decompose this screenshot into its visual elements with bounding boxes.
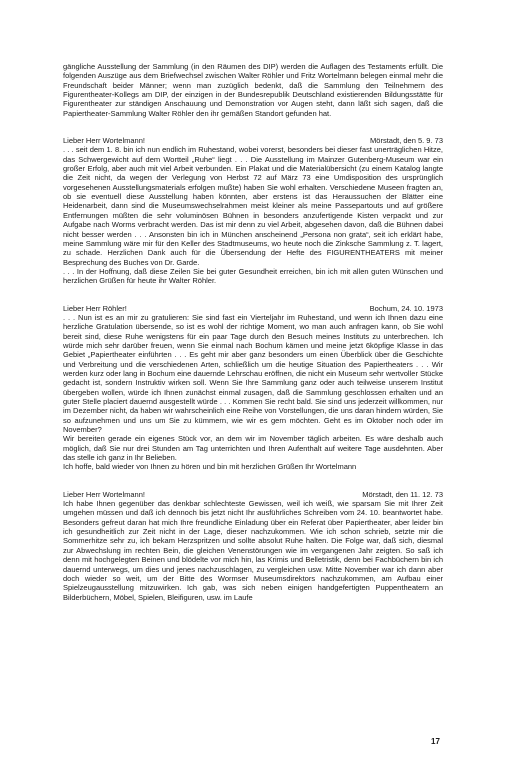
letter xyxy=(63,304,443,472)
letter-paragraph: . . . In der Hoffnung, daß diese Zeilen Sie bei guter Gesundheit erreichen, bin ich mit allen guten Wünschen und herzlichen Grüßen für heute ihr Walter Röhler. xyxy=(63,266,443,286)
letter-paragraph: . . . Nun ist es an mir zu gratulieren: Sie sind fast ein Vierteljahr im Ruhestand, und wenn ich Ihnen dazu eine herzliche Gratulation übersende, so ist es wohl der richtige Moment, wo man auch anfragen kann, ob Sie wohl bereit sind, diese Ruhe wenigstens für ein paar Tage durch den Besuch meines Instituts zu unterbrechen. Ich würde mich sehr darüber freuen, wenn Sie einmal nach Bochum kämen und meine jetzt 6köpfige Klasse in das Gebiet „Papiertheater einführten . . . Es geht mir aber ganz besonders um einen Überblick über die Geschichte und Verbreitung und die verschiedenen Arten, schließlich um die heutige Situation des Papiertheaters . . . Wir werden kurz oder lang in Bochum eine dauernde Lehrschau eröffnen, die nicht ein Museum sehr wertvoller Stücke gedacht ist, sondern Instruktiv wirken soll. Wenn Sie Ihre Sammlung ganz oder auch teilweise unserem Institut übergeben wollen, würde ich Ihnen zunächst einmal zusagen, daß die Sammlung geschlossen erhalten und an guter Stelle placiert dauernd ausgestellt würde . . . Kommen Sie recht bald. Sie sind uns jederzeit willkommen, nur im Dezember nicht, da haben wir wahrscheinlich eine Reihe von Vorstellungen, die uns daran hindern würden, Sie so aufzunehmen und uns um Sie zu kümmern, wie wir es gern möchten. Geht es im Oktober noch oder im November? xyxy=(63,312,443,435)
place-date: Mörstadt, den 11. 12. 73 xyxy=(362,489,443,499)
letter-paragraph: Wir bereiten gerade ein eigenes Stück vor, an dem wir im November täglich arbeiten. Es wäre deshalb auch möglich, daß Sie nur drei Stunden am Tag unterrichten und Ihren Aufenthalt auf weitere Tage ausdehnten. Aber das stelle ich ganz in Ihr Belieben. xyxy=(63,434,443,463)
letter-paragraph: Ich habe Ihnen gegenüber das denkbar schlechteste Gewissen, weil ich weiß, wie sparsam Sie mit Ihrer Zeit umgehen müssen und daß ich dennoch bis jetzt nicht Ihr ausführliches Schreiben vom 24. 10. beantwortet habe. Besonders gefreut daran hat mich Ihre freundliche Einladung über ein Referat über Papiertheater, aber leider bin ich gesundheitlich zur Zeit nicht in der Lage, dieser nachzukommen. Wie ich schon schrieb, setzte mir die Sommerhitze sehr zu, ich bekam Herzspritzen und sollte absolut Ruhe halten. Die Folge war, daß sich, diesmal zur Abwechslung im rechten Bein, die gleichen Venenstörungen wie im vergangenen Jahr zeigten. So saß ich denn mit hochgelegten Beinen und blödelte vor mich hin, las Krimis und Belletristik, denn bei Fachbüchern bin ich dauernd unterwegs, um dies und jenes nachzuschlagen, zu vergleichen usw. Mitte November war ich dann aber doch wieder so weit, um der Bitte des Wormser Museumsdirektors nachzukommen, am Aufbau einer Spielzeugausstellung mitzuwirken. Ich gab, was sich neben einigen handgefertigten Puppentheatern an Bilderbüchern, Möbel, Spielen, Bleifiguren, usw. im Laufe xyxy=(63,499,443,602)
body-text xyxy=(63,62,443,602)
page-number: 17 xyxy=(431,737,440,746)
letter xyxy=(63,136,443,286)
salutation: Lieber Herr Röhler! xyxy=(63,303,127,313)
place-date: Bochum, 24. 10. 1973 xyxy=(369,303,443,313)
place-date: Mörstadt, den 5. 9. 73 xyxy=(370,136,443,146)
letter-heading xyxy=(63,490,443,499)
letter-heading xyxy=(63,136,443,145)
letter-paragraph: Ich hoffe, bald wieder von Ihnen zu hören und bin mit herzlichen Grüßen Ihr Wortelmann xyxy=(63,462,357,472)
letter-heading xyxy=(63,304,443,313)
letter-paragraph: . . . seit dem 1. 8. bin ich nun endlich im Ruhestand, wobei vorerst, besonders bei dieser fast unerträglichen Hitze, das Schwergewicht auf dem Wortteil „Ruhe“ liegt . . . Die Ausstellung im Mainzer Gutenberg-Museum war ein großer Erfolg, aber auch mit viel Arbeit verbunden. Ein Plakat und die Materialübersicht (zu einem Katalog langte die Zeit nicht, da wegen der Verlegung von Herbst 72 auf März 73 eine Umdisposition des ursprünglich vorgesehenen Ausstellungsmaterials erfolgen mußte) haben Sie wohl erhalten. Verschiedene Museen fragten an, ob sie eventuell diese Ausstellung haben könnten, aber erstens ist das Heraussuchen der Blätter eine Heidenarbeit, dann sind die Museumswechselrahmen meist kleiner als meine Passepartouts und auf größere Entfernungen müßten die sehr voluminösen Bühnen in besonders anzufertigende Kisten verpackt und zur Aufgabe nach Worms verbracht werden. Das ist mir denn zu viel Arbeit, abgesehen davon, daß die Bühnen dabei nicht besser werden . . . Ansonsten bin ich in München anscheinend „Persona non grata“, seit ich erklärt habe, meine Sammlung wäre mir für den Keller des Stadtmuseums, wo heute noch die Zinksche Sammlung z. T. lagert, zu schade. Herzlichen Dank auch für die Übersendung der Hefte des FIGURENTHEATERS mit meiner Besprechung des Buches von Dr. Garde. xyxy=(63,145,443,267)
salutation: Lieber Herr Wortelmann! xyxy=(63,489,145,499)
letter xyxy=(63,490,443,602)
intro-paragraph: gängliche Ausstellung der Sammlung (in den Räumen des DIP) werden die Auflagen des Testaments erfüllt. Die folgenden Auszüge aus dem Briefwechsel zwischen Walter Röhler und Fritz Wortelmann belegen einmal mehr die Freundschaft beider Männer; wenn man zuzüglich bedenkt, daß die Sammlung den Teilnehmern des Figurentheater-Kollegs am DIP, der einzigen in der Bundesrepublik Deutschland existierenden Bildungsstätte für Figurentheater zur ständigen Anschauung und Demonstration vor Augen steht, dann läßt sich sagen, daß die Papiertheater-Sammlung Walter Röhler den ihr gemäßen Standort gefunden hat. xyxy=(63,62,443,118)
salutation: Lieber Herr Wortelmann! xyxy=(63,136,145,146)
